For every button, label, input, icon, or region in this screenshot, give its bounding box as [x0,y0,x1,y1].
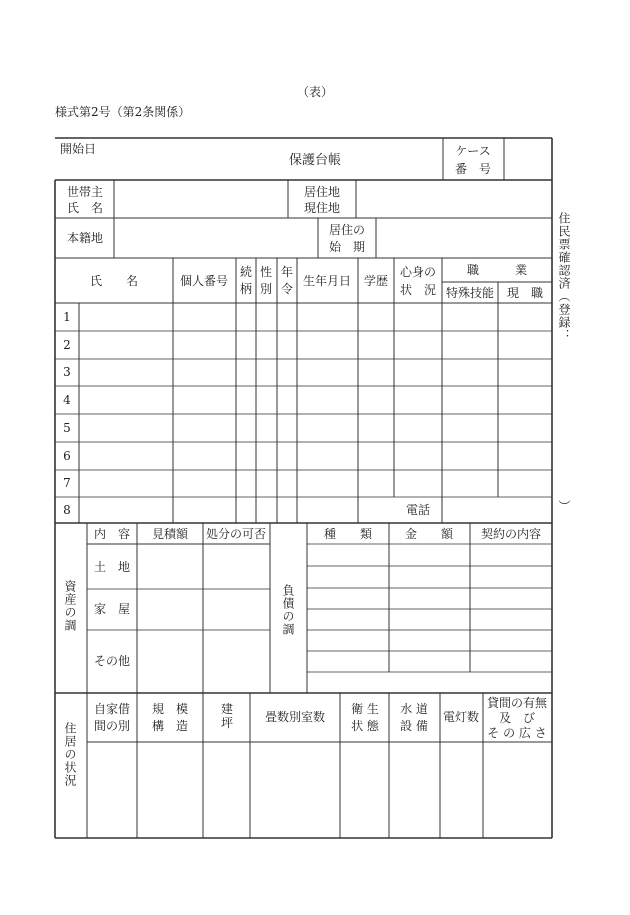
member-row[interactable] [80,304,551,330]
member-row[interactable] [80,471,551,496]
row-number: 6 [63,449,71,463]
side-label: （表） [296,85,334,99]
col-id-number: 個人番号 [179,274,229,288]
address-label-2: 現住地 [303,201,341,215]
housing-col-area-1: 建 [220,702,234,716]
assets-col-content: 内 容 [93,527,131,541]
col-age-2: 令 [280,282,294,296]
col-skill: 特殊技能 [445,286,495,300]
case-number-label: 番 号 [454,162,492,176]
resident-register-note: 住民票確認済（登録： [557,212,571,342]
member-row[interactable] [80,498,393,522]
liabilities-section-label: 負債の調 [281,584,295,636]
housing-col-scale-1: 規 模 [151,702,189,716]
housing-col-hygiene-2: 状 態 [351,719,379,733]
asset-item-other: その他 [93,654,131,668]
housing-col-owned-2: 間の別 [93,719,131,733]
row-number: 7 [63,476,71,490]
housing-col-water-1: 水 道 [400,702,428,716]
housing-col-owned-1: 自家借 [93,702,131,716]
member-row[interactable] [80,443,551,469]
form-number: 様式第2号（第2条関係） [55,105,191,119]
housing-col-lights: 電灯数 [442,710,480,724]
assets-entry-area[interactable] [138,545,269,692]
assets-section-label: 資産の調 [63,580,77,632]
row-number: 4 [63,393,71,407]
asset-item-house: 家 屋 [93,602,131,616]
liabilities-entry-area[interactable] [308,545,551,692]
col-age-1: 年 [280,265,294,279]
page-title: 保護台帳 [288,153,342,168]
liabilities-col-amount: 金 額 [404,527,454,541]
address-label-1: 居住地 [303,185,341,199]
asset-item-land: 土 地 [93,560,131,574]
housing-col-rental-2: 及 び [498,711,536,725]
col-sex-2: 別 [259,282,273,296]
row-number: 3 [63,365,71,379]
head-name-field[interactable] [115,181,287,217]
case-number-field[interactable] [505,139,551,179]
assets-col-estimate: 見積額 [151,527,189,541]
case-label: ケース [455,144,491,158]
residence-start-label-1: 居住の [328,223,366,237]
housing-col-rental-3: そ の 広 さ [487,726,547,740]
row-number: 2 [63,338,71,352]
member-row[interactable] [80,360,551,385]
row-number: 8 [63,503,71,517]
head-label-1: 世帯主 [66,185,104,199]
member-row[interactable] [80,332,551,358]
domicile-label: 本籍地 [66,231,104,245]
row-number: 1 [63,310,71,324]
member-row[interactable] [80,415,551,441]
col-name: 氏 名 [89,274,139,288]
col-birth-date: 生年月日 [302,274,352,288]
liabilities-col-kind: 種 類 [323,527,373,541]
assets-col-disposal: 処分の可否 [205,527,267,541]
head-label-2: 氏 名 [66,201,104,215]
residence-start-field[interactable] [377,219,551,257]
housing-col-rental-1: 貸間の有無 [486,696,548,710]
member-row[interactable] [80,387,551,413]
liabilities-col-contract: 契約の内容 [480,527,542,541]
col-condition-2: 状 況 [399,283,437,297]
resident-register-note-close: ） [557,500,571,512]
housing-entry-area[interactable] [88,743,551,837]
housing-col-area-2: 坪 [220,716,234,730]
col-education: 学歴 [363,274,389,288]
housing-col-water-2: 設 備 [400,719,428,733]
housing-col-hygiene-1: 衛 生 [351,702,379,716]
col-relation-2: 柄 [239,282,253,296]
housing-section-label: 住居の状況 [63,722,77,787]
address-field[interactable] [357,181,551,217]
row-number: 5 [63,421,71,435]
domicile-field[interactable] [115,219,317,257]
col-current-job: 現 職 [506,286,544,300]
housing-col-rooms: 畳数別室数 [264,710,326,724]
residence-start-label-2: 始 期 [328,240,366,254]
col-condition-1: 心身の [399,265,437,279]
col-sex-1: 性 [259,265,273,279]
col-relation-1: 続 [239,265,253,279]
housing-col-scale-2: 構 造 [151,719,189,733]
start-date-label: 開始日 [60,142,97,156]
col-occupation: 職 業 [466,263,528,277]
phone-field[interactable] [443,498,551,522]
phone-label: 電話 [405,503,431,517]
